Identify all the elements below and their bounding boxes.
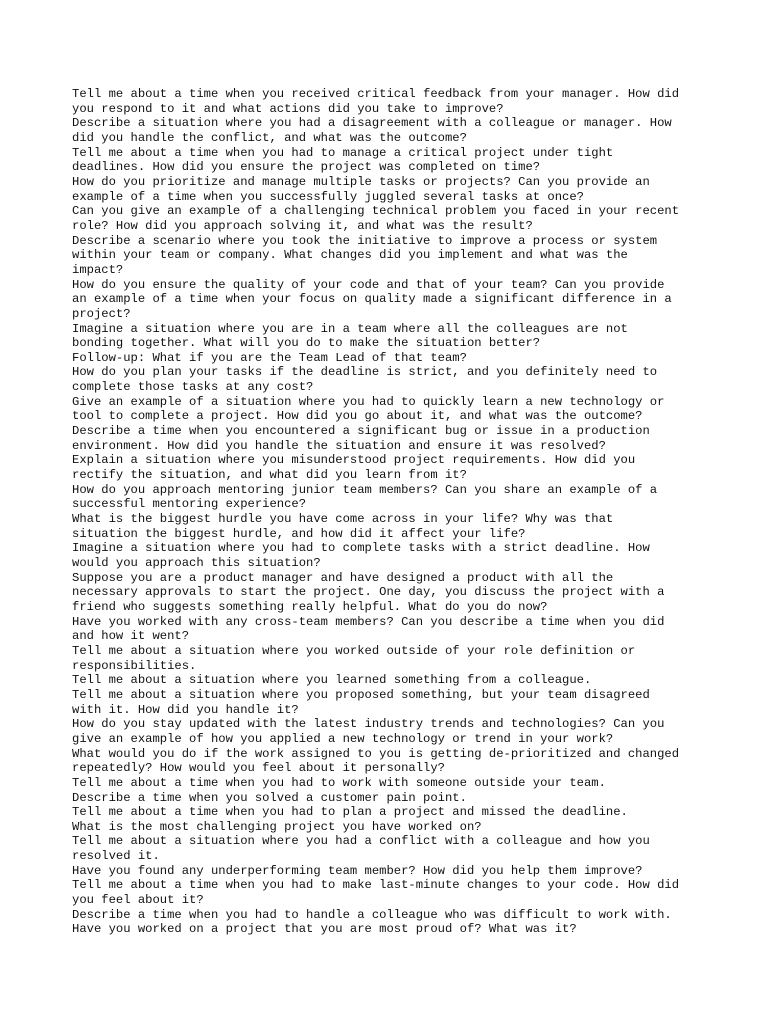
question-text: How do you approach mentoring junior team members? Can you share an example of a successful mentoring experience? xyxy=(72,482,658,512)
question-text: Tell me about a situation where you proposed something, but your team disagreed with it. How did you handle it? xyxy=(72,687,650,717)
question-text: Describe a time when you solved a customer pain point. xyxy=(72,790,467,805)
question-text: Explain a situation where you misunderstood project requirements. How did you rectify the situation, and what did you learn from it? xyxy=(72,453,636,483)
question-text: Describe a time when you encountered a significant bug or issue in a production environment. How did you handle the situation and ensure it was resolved? xyxy=(72,424,650,453)
question-text: Tell me about a time when you had to plan a project and missed the deadline. xyxy=(72,805,628,820)
question-text: What is the biggest hurdle you have come across in your life? Why was that situation the biggest hurdle, and how did it affect your life? xyxy=(72,512,614,541)
question-text: Have you worked with any cross-team members? Can you describe a time when you did and how it went? xyxy=(72,614,665,644)
question-text: Describe a scenario where you took the initiative to improve a process or system within your team or company. What changes did you implement and what was the impact? xyxy=(72,233,658,277)
question-text: Tell me about a time when you had to work with someone outside your team. xyxy=(72,775,606,790)
question-text: What would you do if the work assigned to you is getting de-prioritized and changed repeatedly? How would you feel about it personally? xyxy=(72,746,680,776)
question-text: Describe a situation where you had a disagreement with a colleague or manager. How did you handle the conflict, and what was the outcome? xyxy=(72,116,672,145)
question-text: How do you stay updated with the latest industry trends and technologies? Can you give an example of how you applied a new technology or trend in your work? xyxy=(72,717,665,746)
question-text: Tell me about a time when you had to manage a critical project under tight deadlines. How did you ensure the project was completed on time? xyxy=(72,145,614,175)
question-text: Have you worked on a project that you are most proud of? What was it? xyxy=(72,922,577,937)
question-text: How do you ensure the quality of your code and that of your team? Can you provide an example of a time when your focus on quality made a significant difference in a project? xyxy=(72,277,672,321)
question-text: Tell me about a time when you received critical feedback from your manager. How did you respond to it and what actions did you take to improve? xyxy=(72,87,680,116)
question-text: Suppose you are a product manager and have designed a product with all the necessary approvals to start the project. One day, you discuss the project with a friend who suggests something really helpful. What do you do now? xyxy=(72,570,665,614)
question-text: Tell me about a situation where you worked outside of your role definition or responsibilities. xyxy=(72,643,636,673)
question-text: Have you found any underperforming team member? How did you help them improve? xyxy=(72,863,643,878)
question-list xyxy=(72,87,722,937)
question-text: How do you prioritize and manage multiple tasks or projects? Can you provide an example of a time when you successfully juggled several tasks at once? xyxy=(72,174,650,204)
question-text: Tell me about a situation where you had a conflict with a colleague and how you resolved it. xyxy=(72,834,650,864)
question-text: Imagine a situation where you had to complete tasks with a strict deadline. How would you approach this situation? xyxy=(72,541,650,570)
question-text: What is the most challenging project you have worked on? xyxy=(72,819,482,834)
question-text: Tell me about a time when you had to make last-minute changes to your code. How did you feel about it? xyxy=(72,878,680,908)
question-text: Give an example of a situation where you had to quickly learn a new technology or tool to complete a project. How did you go about it, and what was the outcome? xyxy=(72,394,665,424)
question-text: How do you plan your tasks if the deadline is strict, and you definitely need to complete those tasks at any cost? xyxy=(72,365,658,395)
question-text: Describe a time when you had to handle a colleague who was difficult to work with. xyxy=(72,907,672,922)
question-text: Can you give an example of a challenging technical problem you faced in your recent role? How did you approach solving it, and what was the result? xyxy=(72,204,680,233)
question-text: Tell me about a situation where you learned something from a colleague. xyxy=(72,673,592,688)
question-text: Imagine a situation where you are in a team where all the colleagues are not bonding together. What will you do to make the situation better? xyxy=(72,321,628,351)
question-text: Follow-up: What if you are the Team Lead of that team? xyxy=(72,350,467,365)
